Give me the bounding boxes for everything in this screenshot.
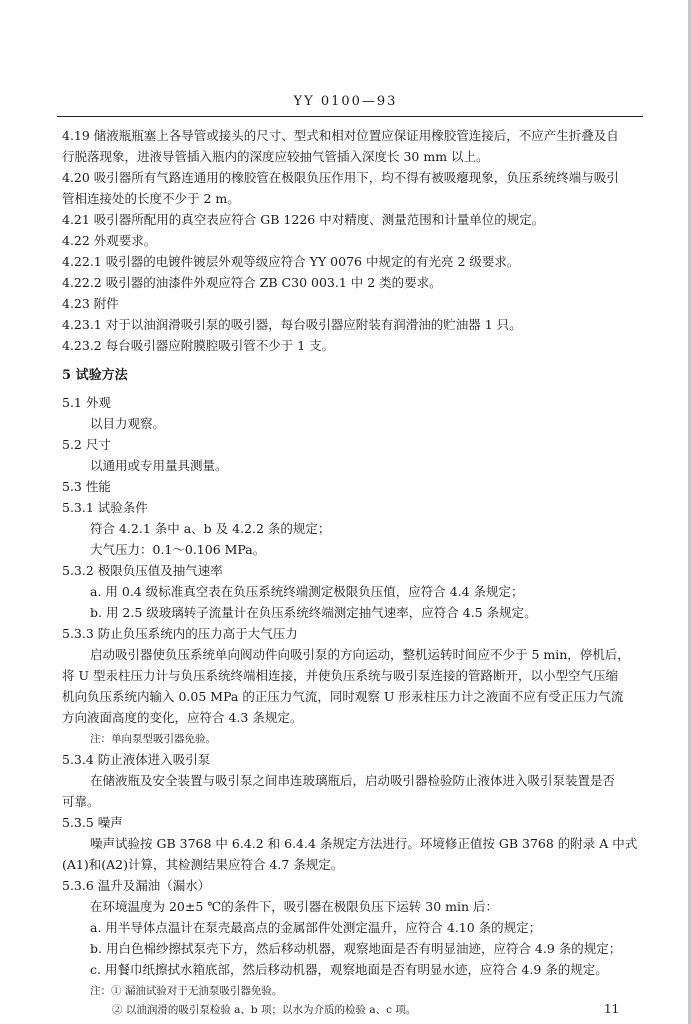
note-5-3-6-1: 注：① 漏油试验对于无油泵吸引器免验。	[90, 985, 283, 997]
clause-4-22-1: 4.22.1 吸引器的电镀件镀层外观等级应符合 YY 0076 中规定的有光亮 2 级要求。	[62, 254, 520, 269]
clause-4-19-line2: 行脱落现象，进液导管插入瓶内的深度应较抽气管插入深度长 30 mm 以上。	[62, 149, 489, 164]
clause-4-20-line1: 4.20 吸引器所有气路连通用的橡胶管在极限负压作用下，均不得有被吸瘪现象，负压系统终端与吸引	[62, 170, 619, 185]
clause-5-1: 5.1 外观	[62, 395, 111, 410]
clause-5-3-2-b: b. 用 2.5 级玻璃转子流量计在负压系统终端测定抽气速率，应符合 4.5 条规定。	[90, 605, 537, 620]
note-5-3-6-2: ② 以油润滑的吸引泵检验 a、b 项；以水为介质的检验 a、c 项。	[112, 1004, 417, 1016]
clause-5-3-1: 5.3.1 试验条件	[62, 500, 148, 515]
page-header-title: YY 0100—93	[293, 94, 398, 109]
clause-5-3-5: 5.3.5 噪声	[62, 815, 123, 830]
clause-5-3-3-line1: 启动吸引器使负压系统单向阀动件向吸引泵的方向运动，整机运转时间应不少于 5 min，停机后，	[90, 647, 630, 662]
clause-5-3-6-c: c. 用餐巾纸擦拭水箱底部，然后移动机器，观察地面是否有明显水迹，应符合 4.9 条的规定。	[90, 962, 608, 977]
clause-5-3-2-a: a. 用 0.4 级标准真空表在负压系统终端测定极限负压值，应符合 4.4 条规定；	[90, 584, 524, 599]
clause-5-3-6-text: 在环境温度为 20±5 ℃的条件下，吸引器在极限负压下运转 30 min 后：	[90, 899, 498, 914]
note-5-3-3: 注：单向泵型吸引器免验。	[90, 733, 216, 745]
clause-4-23-2: 4.23.2 每台吸引器应附膜腔吸引管不少于 1 支。	[62, 338, 335, 353]
clause-4-23: 4.23 附件	[62, 296, 119, 311]
clause-5-3-1-text2: 大气压力：0.1～0.106 MPa。	[90, 542, 266, 557]
clause-5-3-1-text1: 符合 4.2.1 条中 a、b 及 4.2.2 条的规定；	[90, 521, 331, 536]
clause-4-22: 4.22 外观要求。	[62, 233, 157, 248]
clause-4-22-2: 4.22.2 吸引器的油漆件外观应符合 ZB C30 003.1 中 2 类的要求。	[62, 275, 442, 290]
section-5-heading: 5 试验方法	[62, 368, 128, 383]
clause-5-3-5-line1: 噪声试验按 GB 3768 中 6.4.2 和 6.4.4 条规定方法进行。环境修正值按 GB 3768 的附录 A 中式	[90, 836, 638, 851]
clause-5-3-3-line2: 将 U 型汞柱压力计与负压系统终端相连接，并使负压系统与吸引泵连接的管路断开，以小型空气压缩	[62, 668, 618, 683]
clause-4-20-line2: 管相连接处的长度不少于 2 m。	[62, 191, 240, 206]
clause-4-21: 4.21 吸引器所配用的真空表应符合 GB 1226 中对精度、测量范围和计量单位的规定。	[62, 212, 545, 227]
clause-5-3-4-line2: 可靠。	[62, 794, 100, 809]
clause-5-3-6: 5.3.6 温升及漏油（漏水）	[62, 878, 211, 893]
clause-5-2: 5.2 尺寸	[62, 437, 111, 452]
clause-5-3-4-line1: 在储液瓶及安全装置与吸引泵之间串连玻璃瓶后，启动吸引器检验防止液体进入吸引泵装置是否	[90, 773, 616, 788]
clause-4-23-1: 4.23.1 对于以油润滑吸引泵的吸引器，每台吸引器应附装有润滑油的贮油器 1 只。	[62, 317, 522, 332]
clause-5-3-5-line2: (A1)和(A2)计算，其检测结果应符合 4.7 条规定。	[62, 857, 344, 872]
clause-5-2-text: 以通用或专用量具测量。	[90, 458, 228, 473]
clause-5-1-text: 以目力观察。	[90, 416, 166, 431]
clause-5-3-3: 5.3.3 防止负压系统内的压力高于大气压力	[62, 626, 298, 641]
clause-4-19-line1: 4.19 储液瓶瓶塞上各导管或接头的尺寸、型式和相对位置应保证用橡胶管连接后，不应产生折叠及自	[62, 128, 619, 143]
clause-5-3-3-line3: 机向负压系统内输入 0.05 MPa 的正压力气流，同时观察 U 形汞柱压力计之液面不应有受正压力气流	[62, 689, 624, 704]
clause-5-3-4: 5.3.4 防止液体进入吸引泵	[62, 752, 211, 767]
header-rule	[57, 116, 643, 117]
page-number: 11	[604, 1002, 620, 1016]
clause-5-3-6-a: a. 用半导体点温计在泵壳最高点的金属部件处测定温升，应符合 4.10 条的规定；	[90, 920, 542, 935]
clause-5-3-2: 5.3.2 极限负压值及抽气速率	[62, 563, 223, 578]
clause-5-3-3-line4: 方向液面高度的变化，应符合 4.3 条规定。	[62, 710, 303, 725]
clause-5-3-6-b: b. 用白色棉纱擦拭泵壳下方，然后移动机器，观察地面是否有明显油迹，应符合 4.9 条的规定；	[90, 941, 622, 956]
clause-5-3: 5.3 性能	[62, 479, 111, 494]
